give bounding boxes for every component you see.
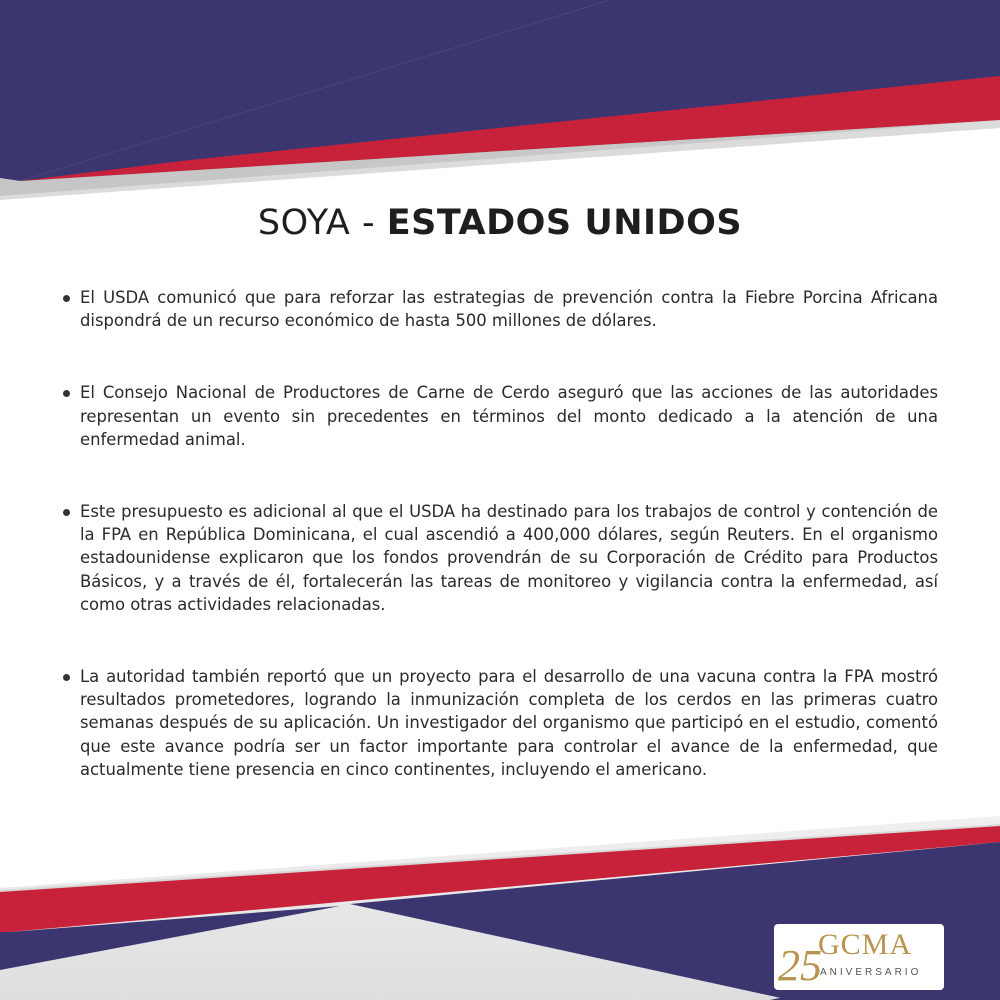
page-title: [0, 198, 1000, 248]
top-decorative-banner: [0, 0, 1000, 200]
bullet-text: Este presupuesto es adicional al que el USDA ha destinado para los trabajos de control y contención de la FPA en República Dominicana, el cual ascendió a 400,000 dólares, según Reuters. En el organismo estadounidense explicaron que los fondos provendrán de su Corporación de Crédito para Productos Básicos, y a través de él, fortalecerán las tareas de monitoreo y vigilancia contra la enfermedad, así como otras actividades relacionadas.: [80, 502, 938, 614]
bullet-dot-icon: [63, 509, 70, 516]
bullet-dot-icon: [63, 390, 70, 397]
list-item: [62, 665, 938, 781]
bullet-list: [62, 286, 938, 781]
title-emphasis: ESTADOS UNIDOS: [386, 203, 743, 243]
bullet-text: La autoridad también reportó que un proyecto para el desarrollo de una vacuna contra la FPA mostró resultados prometedores, logrando la inmunización completa de los cerdos en las primeras cuatro semanas después de su aplicación. Un investigador del organismo que participó en el estudio, comentó que este avance podría ser un factor importante para controlar el avance de la enfermedad, que actualmente tiene presencia en cinco continentes, incluyendo el americano.: [80, 667, 938, 779]
list-item: [62, 500, 938, 616]
logo-subtitle: ANIVERSARIO: [820, 967, 922, 978]
logo-number: 25: [778, 941, 822, 990]
title-prefix: SOYA -: [257, 203, 387, 243]
list-item: [62, 381, 938, 451]
bullet-text: El USDA comunicó que para reforzar las estrategias de prevención contra la Fiebre Porcina Africana dispondrá de un recurso económico de hasta 500 millones de dólares.: [80, 288, 938, 331]
bullet-text: El Consejo Nacional de Productores de Carne de Cerdo aseguró que las acciones de las autoridades representan un evento sin precedentes en términos del monto dedicado a la atención de una enfermedad animal.: [80, 383, 938, 449]
bullet-dot-icon: [63, 674, 70, 681]
gcma-anniversary-logo: [774, 924, 944, 990]
list-item: [62, 286, 938, 332]
bullet-dot-icon: [63, 295, 70, 302]
logo-brand: GCMA: [818, 928, 913, 961]
